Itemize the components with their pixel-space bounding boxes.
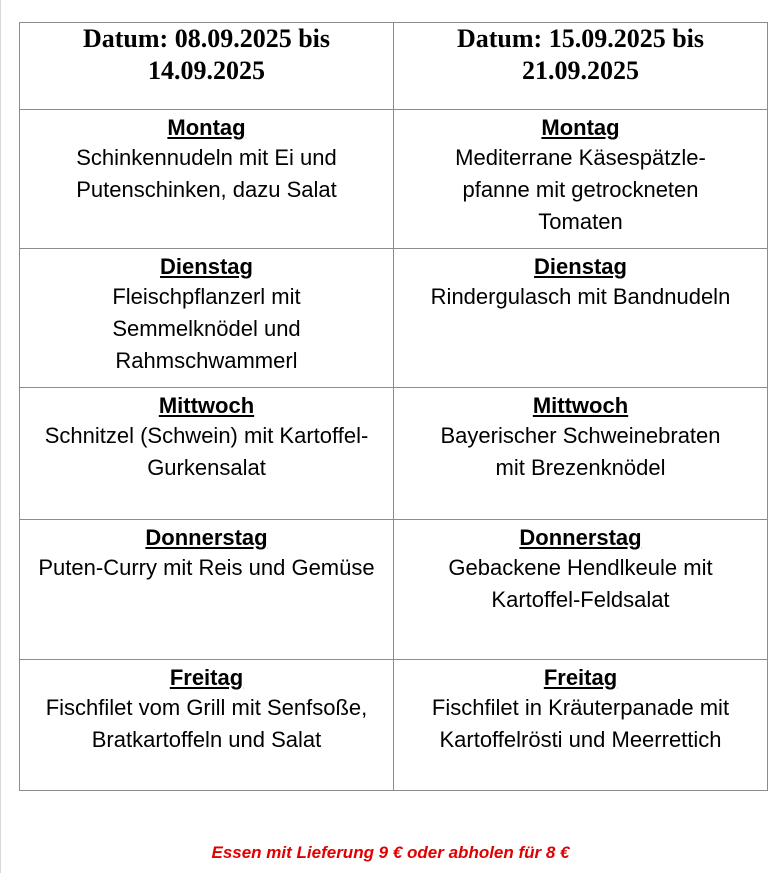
day-name: Dienstag	[160, 254, 253, 279]
dish-description: Gebackene Hendlkeule mit Kartoffel-Feldsalat	[448, 555, 713, 612]
day-name: Mittwoch	[532, 393, 629, 418]
week-2-date-heading: Datum: 15.09.2025 bis 21.09.2025	[394, 23, 768, 110]
page-edge-line	[0, 0, 1, 873]
table-row	[20, 660, 768, 791]
dish-description: Fischfilet in Kräuterpanade mit Kartoffelrösti und Meerrettich	[431, 695, 730, 752]
menu-cell	[394, 110, 768, 249]
menu-cell	[20, 520, 394, 660]
dish-description: Fleischpflanzerl mit Semmelknödel und Rahmschwammerl	[112, 284, 301, 373]
day-name: Montag	[167, 115, 246, 140]
price-note: Essen mit Lieferung 9 € oder abholen für 8 €	[211, 843, 570, 862]
day-name: Montag	[541, 115, 620, 140]
menu-cell	[20, 249, 394, 388]
menu-cell	[20, 388, 394, 520]
menu-cell	[20, 660, 394, 791]
table-row	[20, 388, 768, 520]
dish-description: Schnitzel (Schwein) mit Kartoffel- Gurkensalat	[44, 423, 369, 480]
dish-description: Mediterrane Käsespätzle- pfanne mit getrockneten Tomaten	[455, 145, 706, 234]
menu-cell	[394, 388, 768, 520]
menu-cell	[20, 110, 394, 249]
table-row	[20, 110, 768, 249]
day-name: Dienstag	[534, 254, 627, 279]
dish-description: Puten-Curry mit Reis und Gemüse	[38, 555, 375, 580]
day-name: Mittwoch	[158, 393, 255, 418]
table-row	[20, 520, 768, 660]
menu-cell	[394, 660, 768, 791]
day-name: Freitag	[543, 665, 618, 690]
day-name: Donnerstag	[519, 525, 642, 550]
dish-description: Rindergulasch mit Bandnudeln	[430, 284, 731, 309]
day-name: Donnerstag	[145, 525, 268, 550]
week-1-date-heading: Datum: 08.09.2025 bis 14.09.2025	[20, 23, 394, 110]
menu-cell	[394, 249, 768, 388]
header-row	[20, 23, 768, 110]
day-name: Freitag	[169, 665, 244, 690]
table-row	[20, 249, 768, 388]
menu-cell	[394, 520, 768, 660]
dish-description: Bayerischer Schweinebraten mit Brezenknödel	[440, 423, 721, 480]
dish-description: Fischfilet vom Grill mit Senfsoße, Bratkartoffeln und Salat	[45, 695, 368, 752]
dish-description: Schinkennudeln mit Ei und Putenschinken, dazu Salat	[76, 145, 337, 202]
weekly-menu-table	[19, 22, 768, 791]
